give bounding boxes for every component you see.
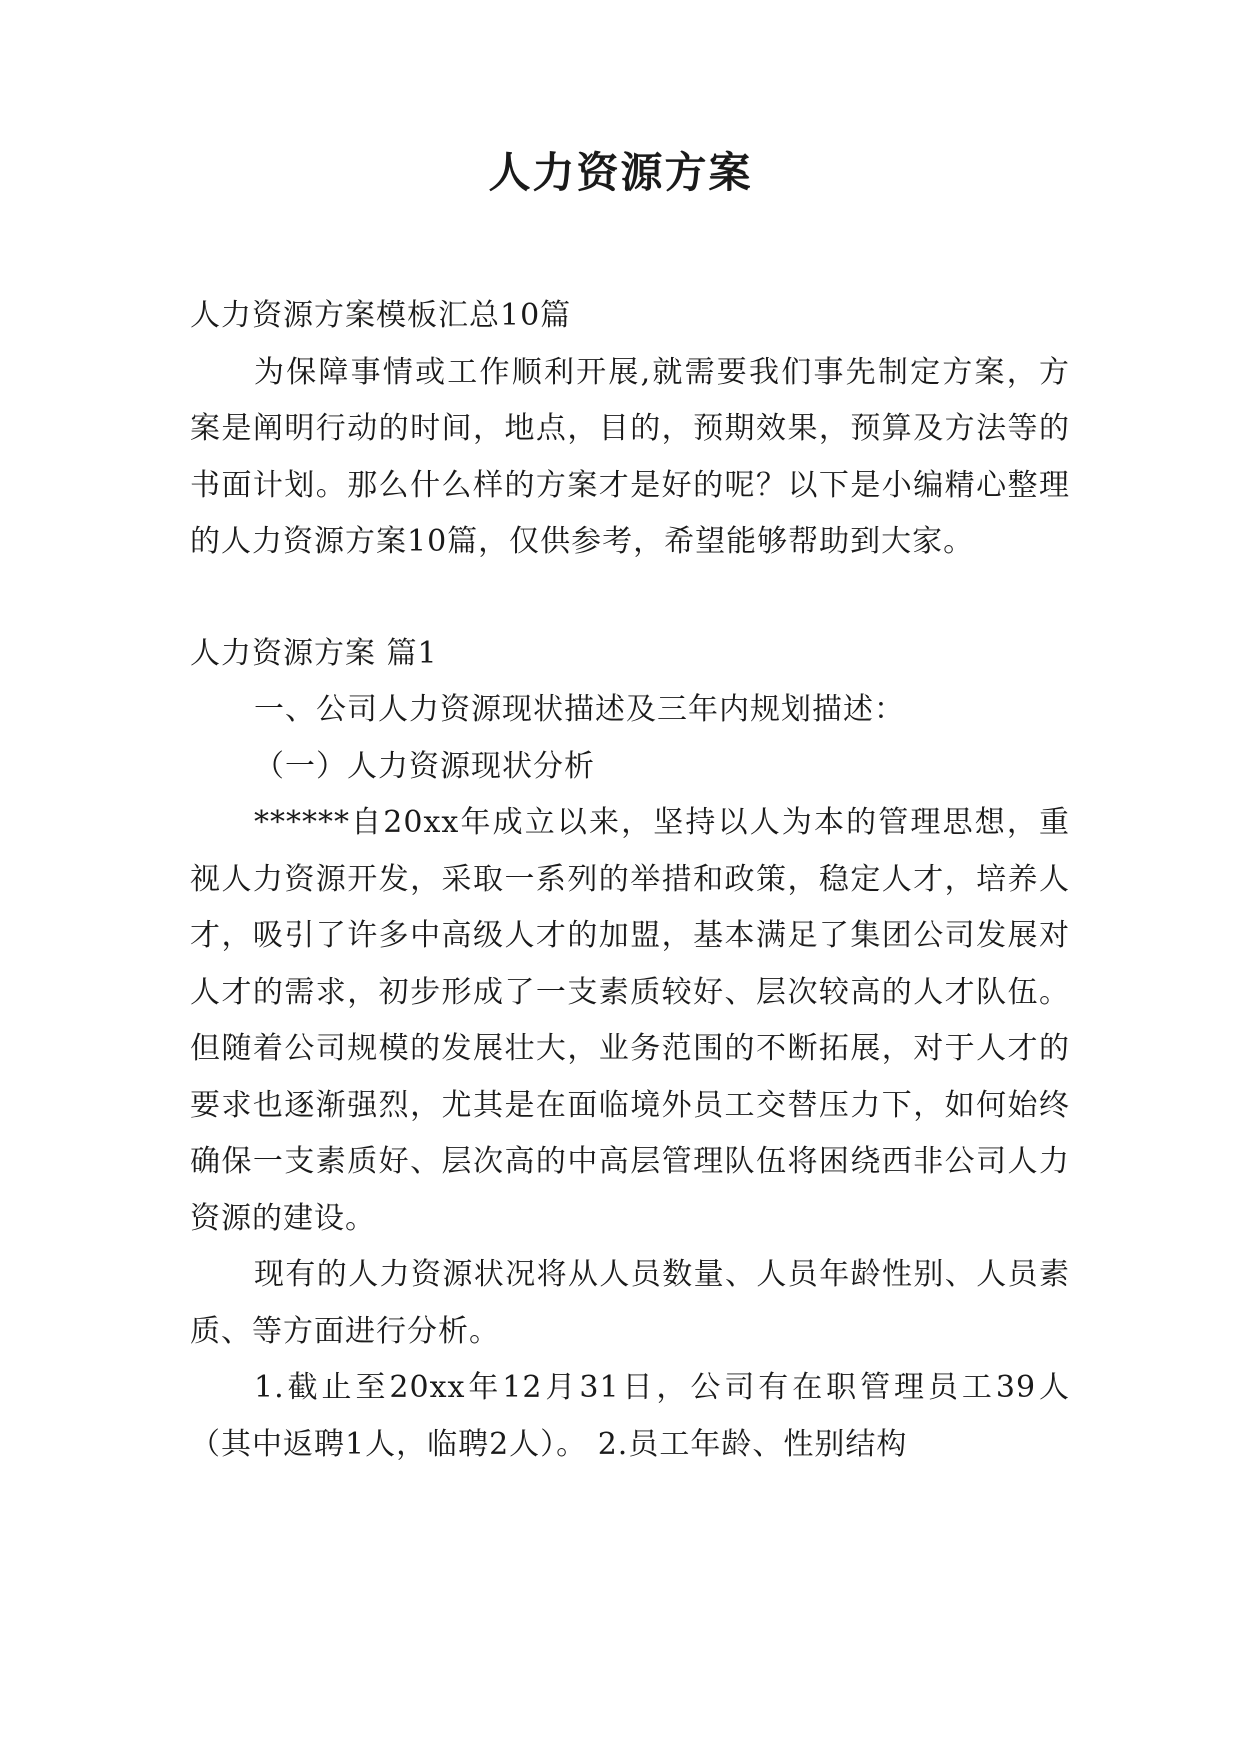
document-subtitle: 人力资源方案模板汇总10篇 <box>190 298 572 333</box>
document-title: 人力资源方案 <box>488 148 753 197</box>
status-paragraph: ******自20xx年成立以来，坚持以人为本的管理思想，重视人力资源开发，采取一系列的举措和政策，稳定人才，培养人才，吸引了许多中高级人才的加盟，基本满足了集团公司发展对人才的需求，初步形成了一支素质较好、层次较高的人才队伍。但随着公司规模的发展壮大，业务范围的不断拓展，对于人才的要求也逐渐强烈，尤其是在面临境外员工交替压力下，如何始终确保一支素质好、层次高的中高层管理队伍将困绕西非公司人力资源的建设。 <box>190 805 1070 1236</box>
analysis-paragraph: 现有的人力资源状况将从人员数量、人员年龄性别、人员素质、等方面进行分析。 <box>190 1257 1070 1349</box>
staff-count-paragraph: 1.截止至20xx年12月31日，公司有在职管理员工39人（其中返聘1人，临聘2人）。 2.员工年龄、性别结构 <box>190 1370 1070 1462</box>
intro-paragraph: 为保障事情或工作顺利开展,就需要我们事先制定方案，方案是阐明行动的时间，地点，目的，预期效果，预算及方法等的书面计划。那么什么样的方案才是好的呢？以下是小编精心整理的人力资源方案10篇，仅供参考，希望能够帮助到大家。 <box>190 354 1070 559</box>
heading-level-2: （一）人力资源现状分析 <box>254 748 595 784</box>
document-body <box>190 288 1070 1473</box>
section-heading: 人力资源方案 篇1 <box>190 635 438 671</box>
heading-level-1: 一、公司人力资源现状描述及三年内规划描述： <box>254 692 905 727</box>
